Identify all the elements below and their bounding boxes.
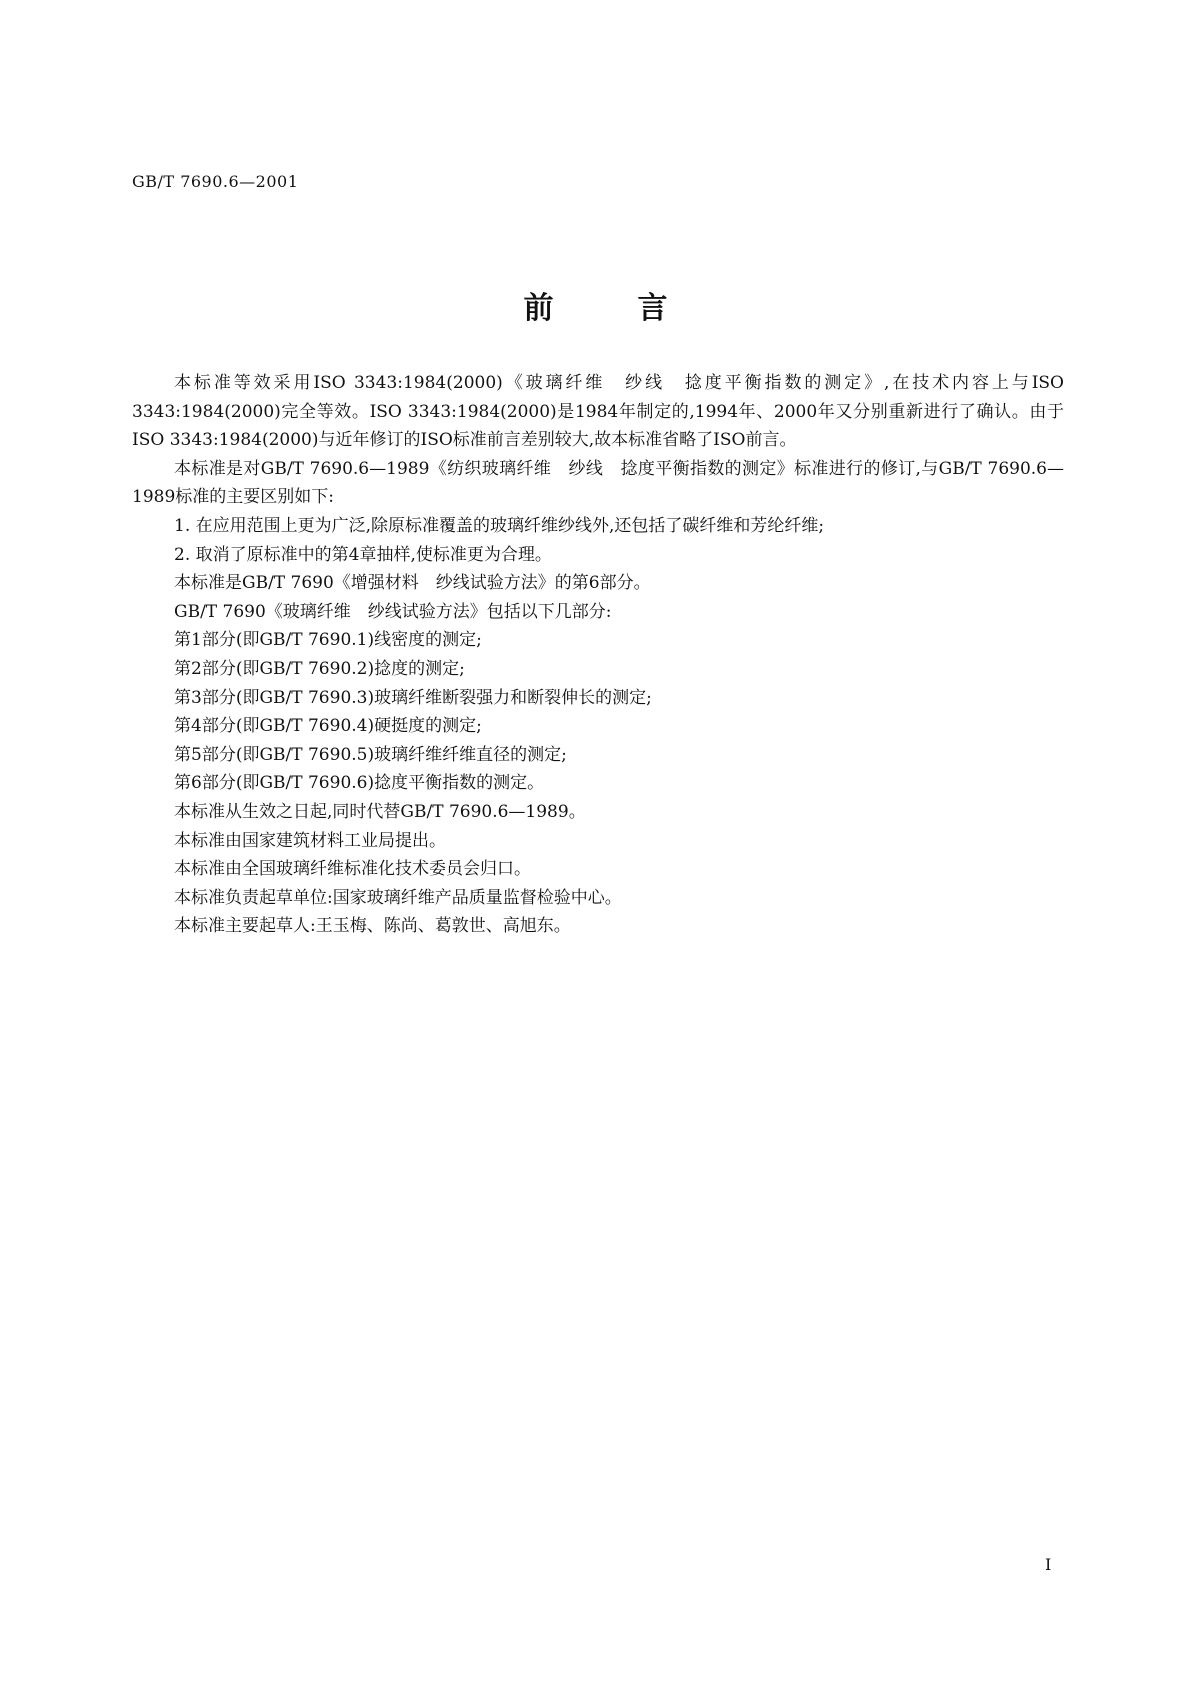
- part-3-item: 第3部分(即GB/T 7690.3)玻璃纤维断裂强力和断裂伸长的测定;: [174, 687, 652, 708]
- part-2-item: 第2部分(即GB/T 7690.2)捻度的测定;: [174, 658, 465, 679]
- page-number: I: [1045, 1555, 1052, 1574]
- paragraph-1: 本标准等效采用ISO 3343:1984(2000)《玻璃纤维 纱线 捻度平衡指数的测定》,在技术内容上与ISO 3343:1984(2000)完全等效。ISO 3343:1984(2000)是1984年制定的,1994年、2000年又分别重新进行了确认。由于ISO 3343:1984(2000)与近年修订的ISO标准前言差别较大,故本标准省略了ISO前言。: [132, 373, 1064, 451]
- part-1-item: 第1部分(即GB/T 7690.1)线密度的测定;: [174, 630, 482, 651]
- drafting-unit-statement: 本标准负责起草单位:国家玻璃纤维产品质量监督检验中心。: [174, 887, 622, 908]
- document-code: GB/T 7690.6—2001: [132, 172, 299, 191]
- list-item-difference-2: 2. 取消了原标准中的第4章抽样,使标准更为合理。: [174, 544, 552, 565]
- list-item-difference-1: 1. 在应用范围上更为广泛,除原标准覆盖的玻璃纤维纱线外,还包括了碳纤维和芳纶纤维;: [174, 515, 825, 536]
- paragraph-2: 本标准是对GB/T 7690.6—1989《纺织玻璃纤维 纱线 捻度平衡指数的测定》标准进行的修订,与GB/T 7690.6—1989标准的主要区别如下:: [132, 458, 1064, 508]
- parts-intro: GB/T 7690《玻璃纤维 纱线试验方法》包括以下几部分:: [174, 601, 612, 622]
- drafters-statement: 本标准主要起草人:王玉梅、陈尚、葛敦世、高旭东。: [174, 916, 571, 937]
- part-statement: 本标准是GB/T 7690《增强材料 纱线试验方法》的第6部分。: [174, 573, 651, 594]
- part-5-item: 第5部分(即GB/T 7690.5)玻璃纤维纤维直径的测定;: [174, 744, 567, 765]
- foreword-body: [132, 369, 1064, 941]
- part-4-item: 第4部分(即GB/T 7690.4)硬挺度的测定;: [174, 716, 482, 737]
- page-title: [0, 283, 1191, 327]
- part-6-item: 第6部分(即GB/T 7690.6)捻度平衡指数的测定。: [174, 773, 545, 794]
- proposer-statement: 本标准由国家建筑材料工业局提出。: [174, 830, 446, 851]
- replacement-statement: 本标准从生效之日起,同时代替GB/T 7690.6—1989。: [174, 801, 586, 822]
- title-char-2: 言: [637, 291, 668, 326]
- responsible-committee-statement: 本标准由全国玻璃纤维标准化技术委员会归口。: [174, 859, 531, 880]
- title-char-1: 前: [523, 291, 554, 326]
